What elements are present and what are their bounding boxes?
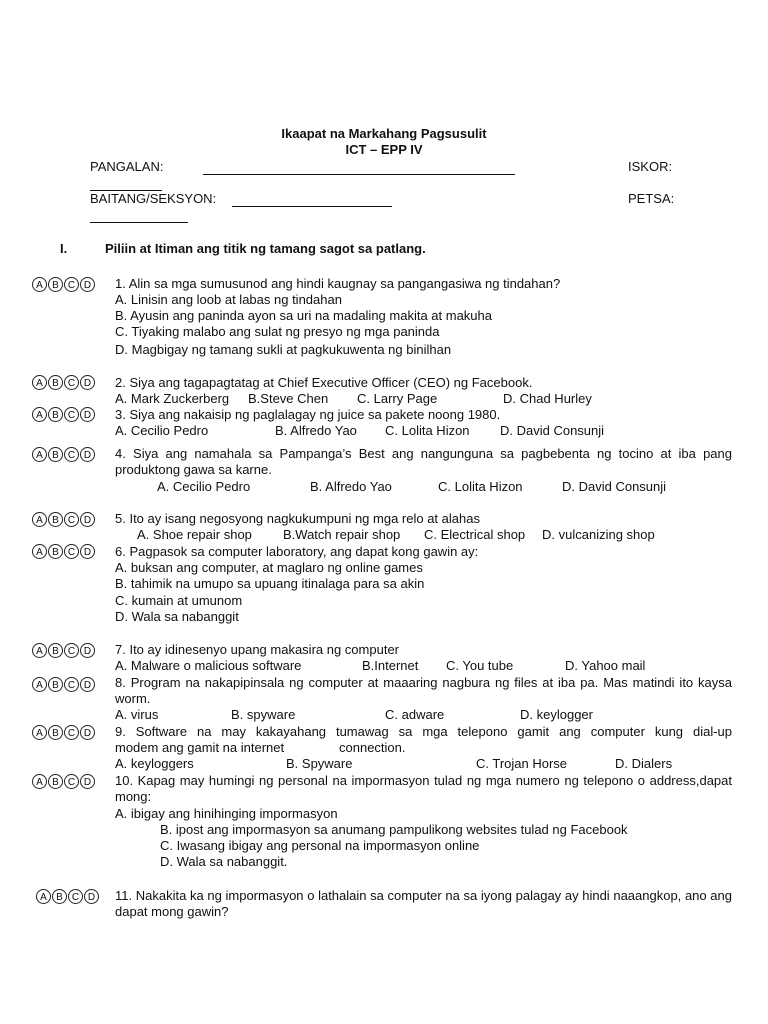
bubble-d[interactable]: D [84,889,99,904]
choice-c: C. Lolita Hizon [438,479,523,494]
question-7: 7. Ito ay idinesenyo upang makasira ng computer [115,642,400,657]
bubble-d[interactable]: D [80,407,95,422]
bubble-b[interactable]: B [48,447,63,462]
choice-b: B. Alfredo Yao [310,479,392,494]
bubble-d[interactable]: D [80,544,95,559]
exam-subtitle: ICT – EPP IV [345,142,423,157]
score-blank[interactable] [90,177,162,191]
bubble-b[interactable]: B [48,375,63,390]
bubble-d[interactable]: D [80,725,95,740]
bubble-c[interactable]: C [64,375,79,390]
choice-d: D. Wala sa nabanggit. [160,854,288,869]
answer-bubbles[interactable] [32,277,95,292]
choice-c: C. kumain at umunom [115,593,243,608]
choice-b: B. tahimik na umupo sa upuang itinalaga para sa akin [115,576,425,591]
question-1: 1. Alin sa mga sumusunod ang hindi kaugnay sa pangangasiwa ng tindahan? [115,276,561,291]
bubble-b[interactable]: B [48,643,63,658]
bubble-a[interactable]: A [32,375,47,390]
choice-b: B. ipost ang impormasyon sa anumang pampulikong websites tulad ng Facebook [160,822,628,837]
bubble-b[interactable]: B [48,774,63,789]
bubble-a[interactable]: A [32,677,47,692]
choice-b: B. Spyware [286,756,353,771]
answer-bubbles[interactable] [32,407,95,422]
choice-b: B. Alfredo Yao [275,423,357,438]
exam-title: Ikaapat na Markahang Pagsusulit [281,126,487,141]
bubble-d[interactable]: D [80,277,95,292]
bubble-a[interactable]: A [32,774,47,789]
name-blank[interactable] [203,159,515,175]
bubble-c[interactable]: C [64,774,79,789]
choice-b: B.Watch repair shop [283,527,401,542]
question-11: 11. Nakakita ka ng impormasyon o lathalain sa computer na sa iyong palagay ay hindi naaangkop, ano ang dapat mong gawin? [115,888,732,919]
bubble-d[interactable]: D [80,677,95,692]
choice-d: D. vulcanizing shop [542,527,655,542]
choice-d: D. Wala sa nabanggit [115,609,239,624]
bubble-b[interactable]: B [52,889,67,904]
choice-a: A. keyloggers [115,756,194,771]
bubble-c[interactable]: C [64,643,79,658]
date-label: PETSA: [628,191,675,206]
question-3: 3. Siya ang nakaisip ng paglalagay ng juice sa pakete noong 1980. [115,407,501,422]
answer-bubbles[interactable] [32,725,95,740]
choice-b: B. spyware [231,707,296,722]
choice-d: D. Magbigay ng tamang sukli at pagkukuwenta ng binilhan [115,342,452,357]
bubble-c[interactable]: C [64,277,79,292]
grade-section-blank[interactable] [232,191,392,207]
answer-bubbles[interactable] [32,544,95,559]
choice-d: D. Chad Hurley [503,391,592,406]
choice-d: D. David Consunji [500,423,605,438]
choice-d: D. Yahoo mail [565,658,646,673]
bubble-d[interactable]: D [80,774,95,789]
bubble-b[interactable]: B [48,725,63,740]
bubble-d[interactable]: D [80,643,95,658]
choice-c: C. Lolita Hizon [385,423,470,438]
answer-bubbles[interactable] [32,677,95,692]
bubble-a[interactable]: A [32,277,47,292]
choice-a: A. virus [115,707,159,722]
bubble-a[interactable]: A [32,407,47,422]
question-2: 2. Siya ang tagapagtatag at Chief Executive Officer (CEO) ng Facebook. [115,375,533,390]
choice-c: C. Tiyaking malabo ang sulat ng presyo ng mga paninda [115,324,440,339]
answer-bubbles[interactable] [32,512,95,527]
score-label: ISKOR: [628,159,673,174]
bubble-c[interactable]: C [68,889,83,904]
choice-b: B.Internet [362,658,419,673]
bubble-a[interactable]: A [32,544,47,559]
choice-a: A. Linisin ang loob at labas ng tindahan [115,292,342,307]
bubble-c[interactable]: C [64,512,79,527]
choice-a: A. Cecilio Pedro [115,423,209,438]
name-label: PANGALAN: [90,159,164,174]
bubble-c[interactable]: C [64,544,79,559]
bubble-a[interactable]: A [32,643,47,658]
choice-c: C. Larry Page [357,391,438,406]
question-8: 8. Program na nakapipinsala ng computer at maaaring nagbura ng files at iba pa. Mas matindi ito kaysa worm. [115,675,732,706]
section-instruction: Piliin at Itiman ang titik ng tamang sagot sa patlang. [105,241,426,256]
question-9-line1: 9. Software na may kakayahang tumawag sa mga telepono gamit ang computer kung dial-up [115,724,732,739]
question-5: 5. Ito ay isang negosyong nagkukumpuni ng mga relo at alahas [115,511,480,526]
answer-bubbles[interactable] [32,447,95,462]
choice-b: B. Ayusin ang paninda ayon sa uri na madaling makita at makuha [115,308,492,323]
choice-d: D. David Consunji [562,479,667,494]
question-9-line2: modem ang gamit na internet [115,740,285,755]
choice-c: C. Trojan Horse [476,756,568,771]
choice-c: C. You tube [446,658,514,673]
answer-bubbles[interactable] [32,774,95,789]
question-4: 4. Siya ang namahala sa Pampanga’s Best ang nangunguna sa pagbebenta ng tocino at iba pang produktong gawa sa karne. [115,446,732,477]
answer-bubbles[interactable] [32,643,95,658]
answer-bubbles[interactable] [32,375,95,390]
choice-c: C. adware [385,707,445,722]
answer-bubbles[interactable] [36,889,99,904]
bubble-b[interactable]: B [48,677,63,692]
bubble-d[interactable]: D [80,375,95,390]
choice-a: A. Cecilio Pedro [157,479,251,494]
choice-c: C. Iwasang ibigay ang personal na impormasyon online [160,838,480,853]
section-number: I. [60,241,68,256]
bubble-d[interactable]: D [80,512,95,527]
choice-a: A. ibigay ang hinihinging impormasyon [115,806,338,821]
bubble-a[interactable]: A [36,889,51,904]
bubble-c[interactable]: C [64,407,79,422]
date-blank[interactable] [90,208,188,223]
choice-b: B.Steve Chen [248,391,329,406]
choice-a: A. Mark Zuckerberg [115,391,230,406]
question-9-line2-end: connection. [339,740,406,755]
choice-d: D. Dialers [615,756,673,771]
choice-a: A. buksan ang computer, at maglaro ng online games [115,560,423,575]
choice-a: A. Shoe repair shop [137,527,252,542]
bubble-d[interactable]: D [80,447,95,462]
bubble-b[interactable]: B [48,407,63,422]
bubble-a[interactable]: A [32,447,47,462]
bubble-b[interactable]: B [48,277,63,292]
question-6: 6. Pagpasok sa computer laboratory, ang dapat kong gawin ay: [115,544,479,559]
bubble-b[interactable]: B [48,512,63,527]
choice-c: C. Electrical shop [424,527,526,542]
bubble-b[interactable]: B [48,544,63,559]
bubble-a[interactable]: A [32,512,47,527]
choice-d: D. keylogger [520,707,593,722]
bubble-c[interactable]: C [64,725,79,740]
choice-a: A. Malware o malicious software [115,658,302,673]
bubble-c[interactable]: C [64,447,79,462]
bubble-c[interactable]: C [64,677,79,692]
grade-section-label: BAITANG/SEKSYON: [90,191,217,206]
question-10: 10. Kapag may humingi ng personal na impormasyon tulad ng mga numero ng telepono o address,dapat mong: [115,773,732,804]
bubble-a[interactable]: A [32,725,47,740]
